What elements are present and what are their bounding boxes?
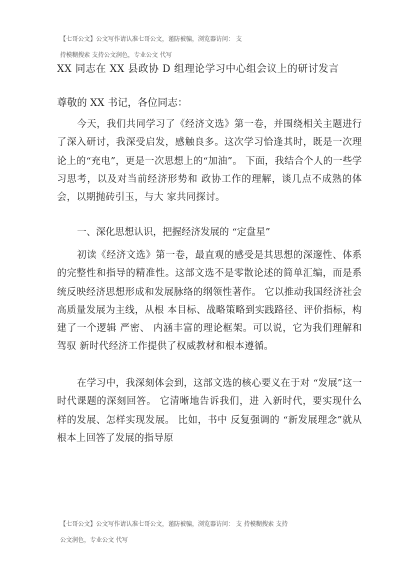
footer-line-2: 公文润色，专业公文 代写 bbox=[60, 537, 128, 544]
header-line-1: 【七哥公文】公文写作请认准七哥公文，谨防被骗，浏览器访问： 支 bbox=[60, 36, 242, 43]
paragraph-2: 初读《经济文选》第一卷，最直观的感受是其思想的深邃性、体系的完整性和指导的精准性。这部文选不是零散论述的简单汇编，而是系统反映经济思想形成和发展脉络的纲领性著作。 它以推动我国经济社会高质量发展为主线，从根 本目标、战略策略到实践路径、评价指标，构建了一个逻辑 严密、 内涵丰富的理论框架。可以说，它为我们理解和驾驭 新时代经济工作提供了权威教材和根本遵循。 bbox=[57, 250, 362, 353]
document-title: XX 同志在 XX 县政协 D 组理论学习中心组会议上的研讨发言 bbox=[57, 64, 339, 75]
section-heading-1: 一、深化思想认识，把握经济发展的 “定盘星” bbox=[77, 227, 271, 238]
paragraph-3: 在学习中，我深刻体会到，这部文选的核心要义在于对 “发展”这一时代课题的深刻回答。 它清晰地告诉我们，进 入新时代，要实现什么样的发展、怎样实现发展。 比如，书中 反复强调的 “新发展理念”就从根本上回答了发展的指导原 bbox=[57, 378, 362, 444]
paragraph-1: 今天，我们共同学习了《经济文选》第一卷，并围绕相关主题进行了深入研讨，我深受启发，感触良多。这次学习恰逢其时，既是一次理论上的“充电”，更是一次思想上的“加油”。 下面，我结合个人的一些学习思考，以及对当前经济形势和 政协工作的理解，谈几点不成熟的体会，以期抛砖引玉，与大 家共同探讨。 bbox=[57, 119, 362, 204]
header-line-2: 持模糊搜索 支持公文润色，专业公文 代写 bbox=[60, 52, 172, 59]
footer-line-1: 【七哥公文】公文写作请认准七哥公文，谨防被骗，浏览器访问： 支 持模糊搜索 支持 bbox=[60, 521, 288, 528]
salutation: 尊敬的 XX 书记，各位同志： bbox=[57, 98, 188, 109]
